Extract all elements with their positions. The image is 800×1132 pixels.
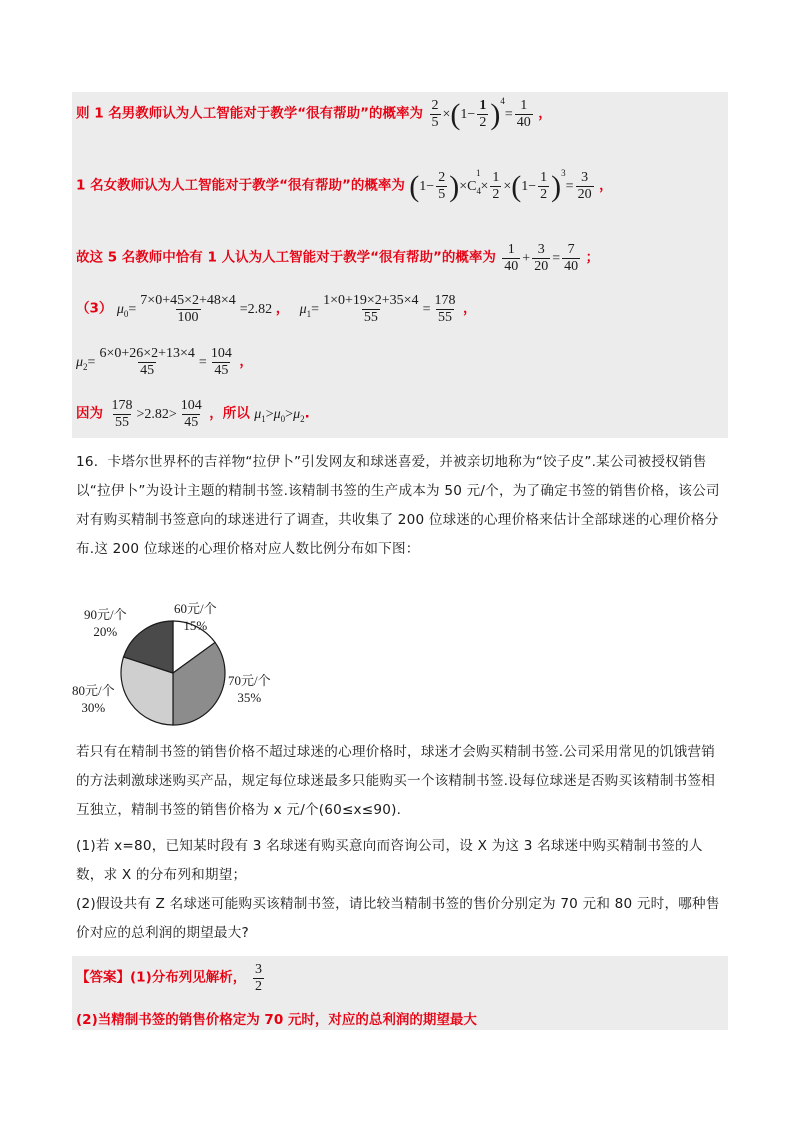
problem-condition: 若只有在精制书签的销售价格不超过球迷的心理价格时，球迷才会购买精制书签.公司采用常见的饥饿营销的方法刺激球迷购买产品，规定每位球迷最多只能购买一个该精制书签.设每位球迷是否购买该精制书签相互独立，精制书签的销售价格为 x 元/个(60≤x≤90).: [76, 744, 716, 818]
solution-line-exactly-one: 故这 5 名教师中恰有 1 人认为人工智能对于教学“很有帮助”的概率为 $\frac{1}{40}$ + $\frac{3}{20}$ = $\frac{7}{40}$ ；: [76, 242, 600, 274]
answer-line-1: 【答案】(1)分布列见解析， $\frac{3}{2}$: [76, 962, 262, 994]
pie-label-70: 70元/个 35%: [228, 673, 271, 705]
answer-line-2: (2)当精制书签的销售价格定为 70 元时，对应的总利润的期望最大: [76, 1012, 477, 1028]
question-2: (2)假设共有 Z 名球迷可能购买该精制书签，请比较当精制书签的售价分别定为 70 元和 80 元时，哪种售价对应的总利润的期望最大?: [76, 896, 720, 941]
solution-line-mu0-mu1: （3） $\mu_0=$ $\frac{7\times 0+45\times 2+48\times 4}{100}$ =2.82 ， $\mu_1=$ $\frac{1\times 0+19\times 2+35\times 4}{55}$ = $\frac{178}{55}$ ，: [76, 293, 477, 325]
solution-line-mu2: $\mu_2=$ $\frac{6\times 0+26\times 2+13\times 4}{45}$ = $\frac{104}{45}$ ，: [76, 346, 253, 378]
solution-line-male-teacher: 则 1 名男教师认为人工智能对于教学“很有帮助”的概率为 $\frac{2}{5}$ ×(1− $\frac{1}{2}$ )$^4$= $\frac{1}{40}$ ，: [76, 96, 552, 131]
solution-line-conclusion: 因为 $\frac{178}{55}$ >2.82> $\frac{104}{45}$ ，所以 $\mu_1>\mu_0>\mu_2$.: [76, 398, 310, 430]
problem-statement: 16．卡塔尔世界杯的吉祥物“拉伊卜”引发网友和球迷喜爱，并被亲切地称为“饺子皮”.某公司被授权销售以“拉伊卜”为设计主题的精制书签.该精制书签的生产成本为 50 元/个，为了确定书签的销售价格，该公司对有购买精制书签意向的球迷进行了调查，共收集了 200 位球迷的心理价格来估计全部球迷的心理价格分布.这 200 位球迷的心理价格对应人数比例分布如下图：: [76, 454, 720, 557]
question-1: (1)若 x=80，已知某时段有 3 名球迷有购买意向而咨询公司，设 X 为这 3 名球迷中购买精制书签的人数，求 X 的分布列和期望；: [76, 838, 703, 883]
pie-label-80: 80元/个 30%: [72, 683, 115, 715]
pie-label-60: 60元/个 15%: [174, 601, 217, 633]
pie-label-90: 90元/个 20%: [84, 607, 127, 639]
solution-line-female-teacher: 1 名女教师认为人工智能对于教学“很有帮助”的概率为 (1− $\frac{2}{5}$ )$\times C_4^1\times$ $\frac{1}{2}$ ×(1− $\frac{1}{2}$ )$^3$= $\frac{3}{20}$ ，: [76, 168, 613, 203]
